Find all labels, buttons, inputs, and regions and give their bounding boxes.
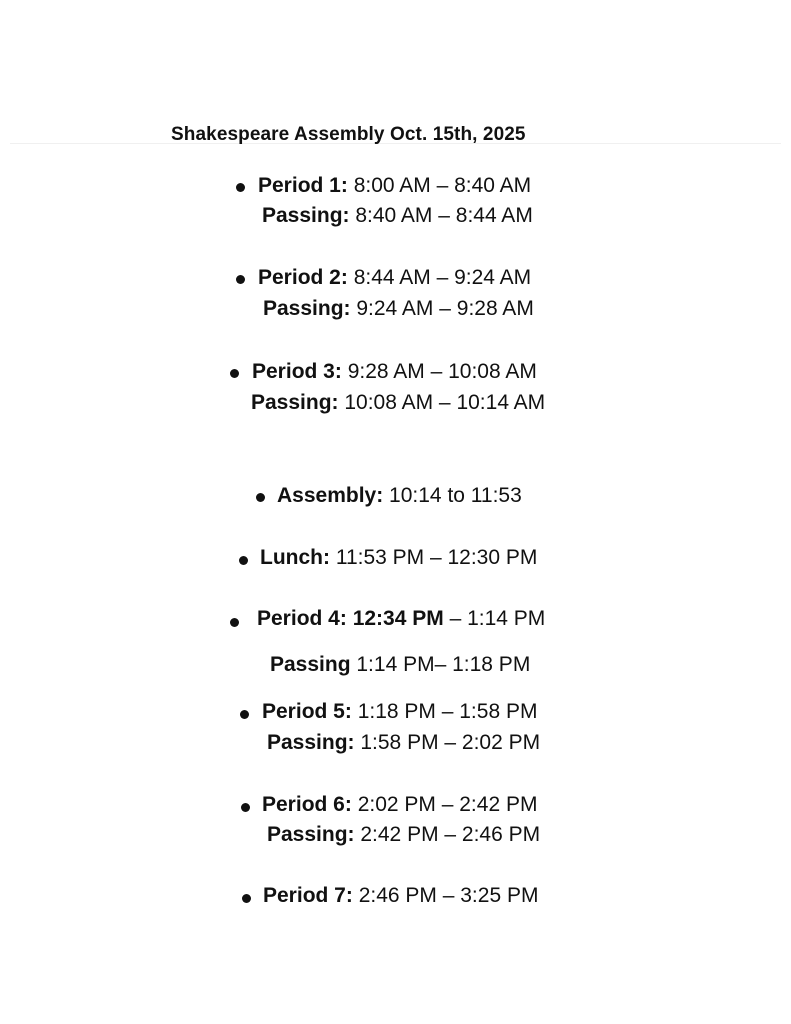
- schedule-time: – 1:14 PM: [443, 607, 546, 630]
- schedule-item-passing-6: [267, 822, 540, 848]
- schedule-item-passing-1: [262, 203, 533, 229]
- schedule-item-passing-5: [267, 730, 540, 756]
- schedule-label: Passing:: [267, 731, 355, 754]
- schedule-item-period-1: [258, 173, 531, 199]
- schedule-item-period-2: [258, 265, 531, 291]
- page-title: Shakespeare Assembly Oct. 15th, 2025: [171, 124, 526, 145]
- schedule-label: Period 2:: [258, 266, 348, 289]
- schedule-label: Period 7:: [263, 884, 353, 907]
- schedule-label: Passing:: [267, 823, 355, 846]
- schedule-time: 10:14 to 11:53: [383, 484, 522, 507]
- schedule-time: 9:24 AM – 9:28 AM: [350, 297, 534, 320]
- bullet-icon: [230, 369, 239, 378]
- schedule-time: 9:28 AM – 10:08 AM: [341, 360, 537, 383]
- bullet-icon: [241, 803, 250, 812]
- schedule-label: Period 6:: [262, 793, 352, 816]
- schedule-item-period-4: [257, 606, 545, 632]
- schedule-item-period-6: [262, 792, 537, 818]
- bullet-icon: [239, 556, 248, 565]
- schedule-label: Period 3:: [252, 360, 342, 383]
- schedule-label: Period 4:: [257, 607, 347, 630]
- schedule-time: 11:53 PM – 12:30 PM: [329, 546, 538, 569]
- schedule-item-period-5: [262, 699, 537, 725]
- schedule-label: Passing:: [262, 204, 350, 227]
- bullet-icon: [242, 894, 251, 903]
- bullet-icon: [256, 493, 265, 502]
- schedule-label: Period 5:: [262, 700, 352, 723]
- schedule-time: 1:18 PM – 1:58 PM: [351, 700, 538, 723]
- schedule-label: Passing:: [251, 391, 339, 414]
- schedule-time: 2:02 PM – 2:42 PM: [351, 793, 538, 816]
- schedule-item-lunch: [260, 545, 537, 571]
- schedule-time: 2:46 PM – 3:25 PM: [352, 884, 539, 907]
- schedule-item-passing-2: [263, 296, 534, 322]
- schedule-time: 8:00 AM – 8:40 AM: [347, 174, 532, 197]
- schedule-label: Period 1:: [258, 174, 348, 197]
- bullet-icon: [236, 275, 245, 284]
- schedule-item-passing-4: [270, 652, 530, 678]
- bullet-icon: [236, 183, 245, 192]
- schedule-label: Lunch:: [260, 546, 330, 569]
- schedule-item-passing-3: [251, 390, 545, 416]
- bullet-icon: [240, 710, 249, 719]
- schedule-item-assembly: [277, 483, 522, 509]
- schedule-time: 10:08 AM – 10:14 AM: [338, 391, 546, 414]
- schedule-time: 8:44 AM – 9:24 AM: [347, 266, 532, 289]
- schedule-time: 1:58 PM – 2:02 PM: [354, 731, 541, 754]
- schedule-item-period-7: [263, 883, 538, 909]
- bullet-icon: [230, 618, 239, 627]
- schedule-time: 1:14 PM– 1:18 PM: [350, 653, 531, 676]
- schedule-label: Assembly:: [277, 484, 384, 507]
- schedule-time: 2:42 PM – 2:46 PM: [354, 823, 541, 846]
- schedule-time: 8:40 AM – 8:44 AM: [349, 204, 533, 227]
- schedule-item-period-3: [252, 359, 537, 385]
- schedule-label: Passing: [270, 653, 351, 676]
- schedule-label: Passing:: [263, 297, 351, 320]
- schedule-time-start: 12:34 PM: [346, 607, 444, 630]
